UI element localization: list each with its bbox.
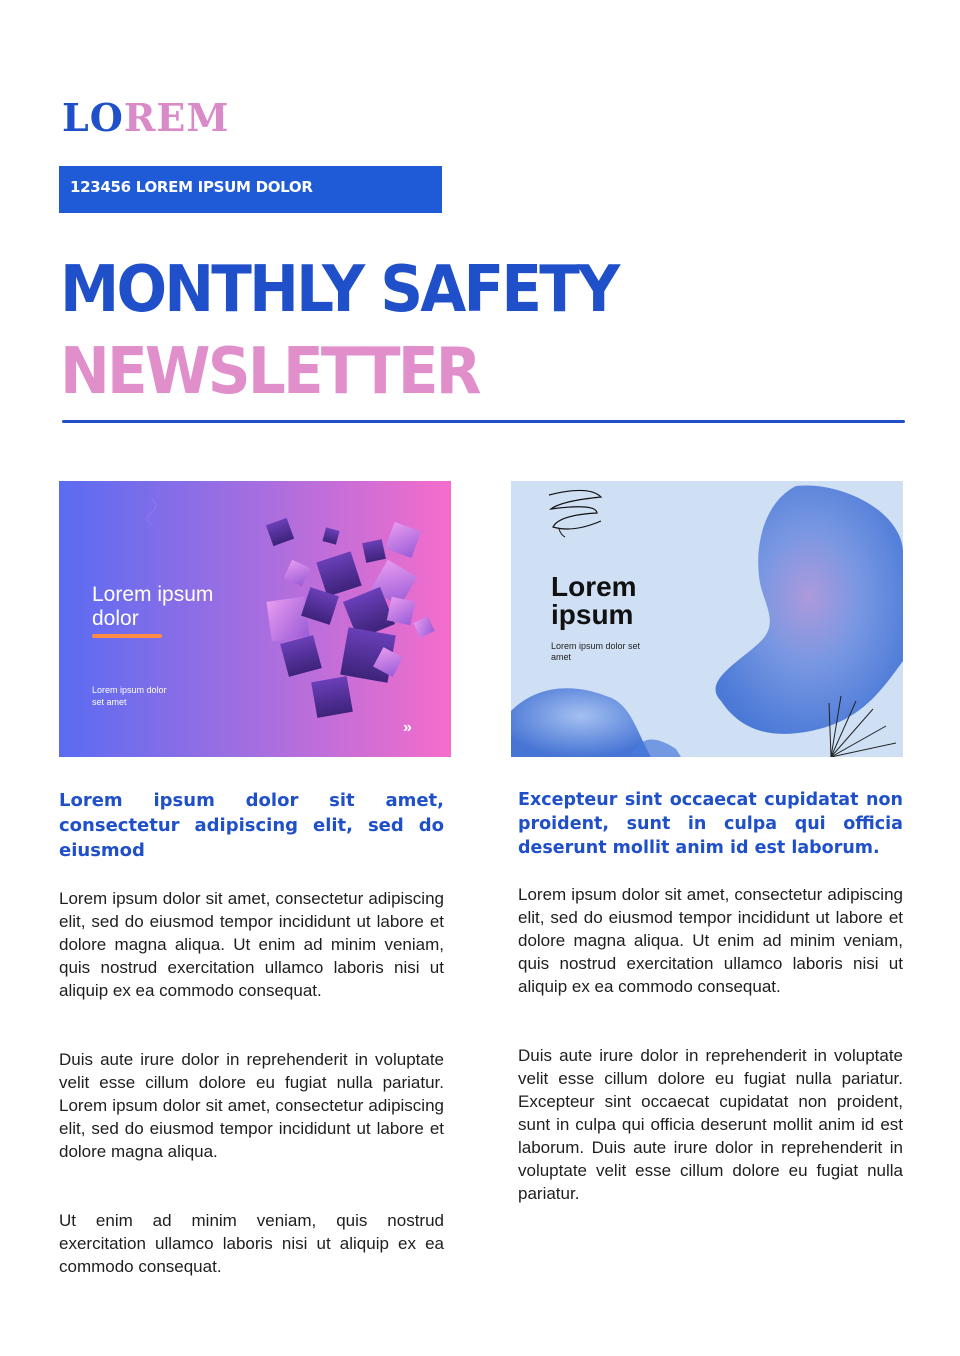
issue-banner (59, 166, 442, 213)
feature-image-watercolor (511, 481, 903, 757)
title-line-1: MONTHLY SAFETY (60, 253, 618, 327)
right-paragraph-2: Duis aute irure dolor in reprehenderit in voluptate velit esse cillum dolore eu fugiat nulla pariatur. Excepteur sint occaecat cupidatat non proident, sunt in culpa qui officia deserunt mollit anim id est laborum. Duis aute irure dolor in reprehenderit in voluptate velit esse cillum dolore eu fugiat nulla pariatur. (518, 1046, 903, 1203)
card-title: Lorem ipsum dolor (92, 583, 214, 630)
card-subtitle: Lorem ipsum dolor set amet (92, 685, 167, 707)
left-column-heading: Lorem ipsum dolor sit amet, consectetur adipiscing elit, sed do eiusmod (59, 790, 444, 861)
card-subtitle: Lorem ipsum dolor set amet (551, 641, 641, 662)
left-paragraph-1: Lorem ipsum dolor sit amet, consectetur adipiscing elit, sed do eiusmod tempor incididunt ut labore et dolore magna aliqua. Ut enim ad minim veniam, quis nostrud exercitation ullamco laboris nisi ut aliquip ex ea commodo consequat. (59, 889, 444, 1000)
feature-image-cubes (59, 481, 451, 757)
double-chevron-right-icon: » (403, 719, 406, 736)
logo-part-pink: REM (123, 95, 230, 140)
left-paragraph-3: Ut enim ad minim veniam, quis nostrud exercitation ullamco laboris nisi ut aliquip ex ea commodo consequat. (59, 1211, 444, 1276)
left-paragraph-2: Duis aute irure dolor in reprehenderit in voluptate velit esse cillum dolore eu fugiat nulla pariatur. Lorem ipsum dolor sit amet, consectetur adipiscing elit, sed do eiusmod tempor incididunt ut labore et dolore magna aliqua. (59, 1050, 444, 1161)
card-accent-bar (92, 634, 162, 638)
logo-part-blue: LO (62, 95, 124, 140)
logo (62, 96, 229, 140)
right-paragraph-1: Lorem ipsum dolor sit amet, consectetur adipiscing elit, sed do eiusmod tempor incididunt ut labore et dolore magna aliqua. Ut enim ad minim veniam, quis nostrud exercitation ullamco laboris nisi ut aliquip ex ea commodo consequat. (518, 885, 903, 996)
issue-label: 123456 LOREM IPSUM DOLOR (70, 178, 313, 196)
right-column-heading: Excepteur sint occaecat cupidatat non proident, sunt in culpa qui officia deserunt mollit anim id est laborum. (518, 790, 903, 858)
card-title: Lorem ipsum (551, 571, 637, 630)
title-divider (62, 420, 905, 423)
title-line-2: NEWSLETTER (60, 335, 479, 409)
